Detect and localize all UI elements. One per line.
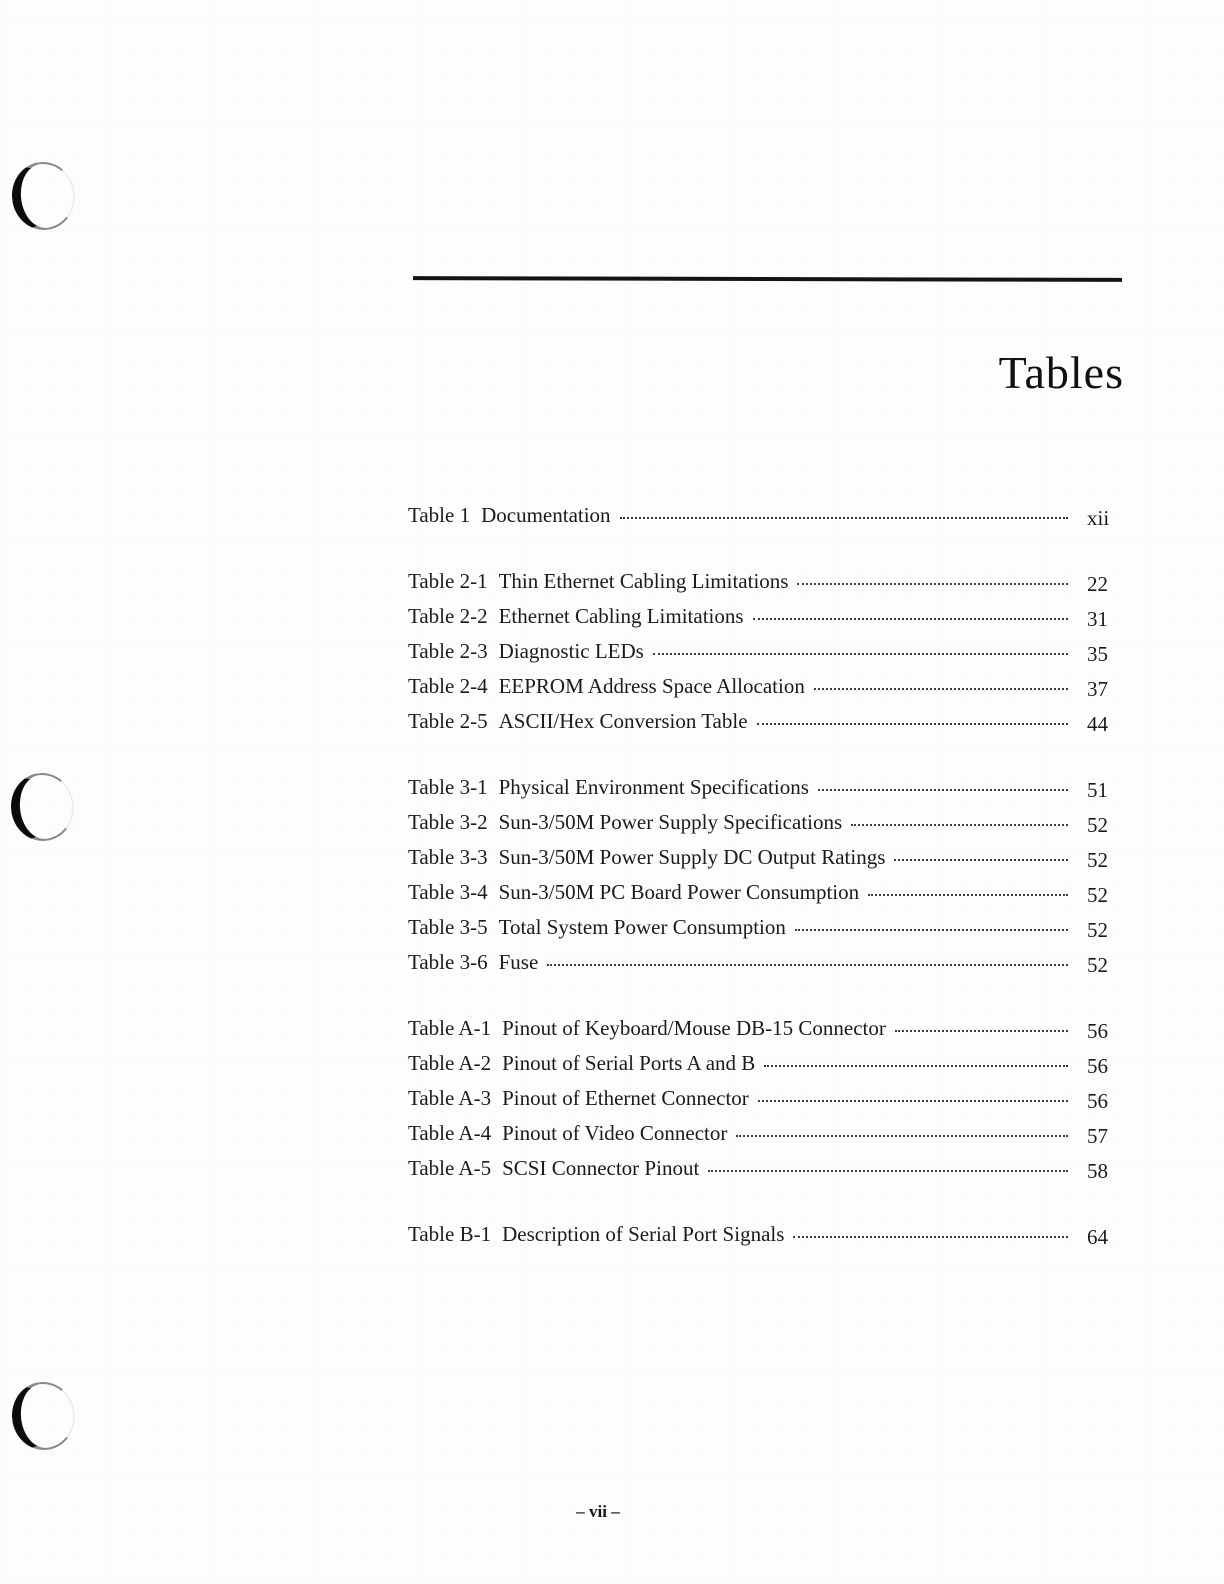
entry-title: Sun-3/50M PC Board Power Consumption [498, 880, 860, 904]
binder-hole-mark [8, 770, 78, 844]
toc-entry [408, 564, 1127, 599]
entry-label: Table 2-3 [408, 639, 488, 663]
entry-page-number: 52 [1087, 848, 1108, 872]
entry-title: Sun-3/50M Power Supply DC Output Ratings [498, 845, 886, 869]
entry-page-number: 35 [1087, 642, 1108, 666]
entry-title: Physical Environment Specifications [498, 775, 809, 799]
binder-hole-mark [9, 159, 79, 233]
entry-title: Pinout of Serial Ports A and B [502, 1051, 756, 1075]
dot-leader [758, 1100, 1068, 1102]
entry-label: Table 1 [408, 503, 471, 527]
dot-leader [620, 517, 1068, 519]
entry-title: Thin Ethernet Cabling Limitations [498, 569, 789, 593]
entry-label: Table 2-4 [408, 674, 488, 698]
entry-page-number: 56 [1087, 1054, 1108, 1078]
dot-leader [547, 964, 1068, 966]
entry-label: Table 3-4 [408, 880, 488, 904]
entry-page-number: xii [1087, 506, 1110, 530]
toc-group [408, 1217, 1127, 1252]
entry-label: Table A-1 [408, 1016, 492, 1040]
entry-label: Table 2-1 [408, 569, 488, 593]
entry-title: Pinout of Keyboard/Mouse DB-15 Connector [502, 1016, 886, 1040]
header-rule [413, 276, 1122, 282]
dot-leader [757, 723, 1068, 725]
entry-label: Table 3-5 [408, 915, 488, 939]
entry-label: Table 3-6 [408, 950, 488, 974]
entry-page-number: 51 [1087, 778, 1108, 802]
entry-page-number: 37 [1087, 677, 1108, 701]
entry-title: Pinout of Video Connector [502, 1121, 728, 1145]
entry-title: ASCII/Hex Conversion Table [498, 709, 748, 733]
toc-entry [408, 704, 1127, 739]
dot-leader [736, 1135, 1068, 1137]
toc-entry [408, 910, 1127, 945]
entry-title: Total System Power Consumption [498, 915, 786, 939]
dot-leader [795, 929, 1068, 931]
entry-page-number: 56 [1087, 1089, 1108, 1113]
toc-entry [408, 599, 1127, 634]
dot-leader [818, 789, 1068, 791]
toc-group [408, 564, 1127, 739]
entry-page-number: 44 [1087, 712, 1108, 736]
dot-leader [753, 618, 1068, 620]
entry-label: Table A-3 [408, 1086, 492, 1110]
toc-group [408, 498, 1127, 533]
entry-page-number: 31 [1087, 607, 1108, 631]
dot-leader [868, 894, 1068, 896]
entry-page-number: 56 [1087, 1019, 1108, 1043]
entry-page-number: 52 [1087, 918, 1108, 942]
entry-title: EEPROM Address Space Allocation [498, 674, 805, 698]
entry-label: Table 3-3 [408, 845, 488, 869]
entry-title: Fuse [498, 950, 539, 974]
entry-label: Table 2-5 [408, 709, 488, 733]
dot-leader [764, 1065, 1068, 1067]
entry-title: SCSI Connector Pinout [502, 1156, 700, 1180]
toc-entry [408, 634, 1127, 669]
toc-entry [408, 875, 1127, 910]
entry-page-number: 58 [1087, 1159, 1108, 1183]
page-title: Tables [998, 347, 1124, 398]
entry-label: Table A-4 [408, 1121, 492, 1145]
dot-leader [793, 1236, 1068, 1238]
entry-title: Description of Serial Port Signals [502, 1222, 785, 1246]
toc-entry [408, 945, 1127, 980]
entry-label: Table 3-2 [408, 810, 488, 834]
toc-entry [408, 1081, 1127, 1116]
entry-page-number: 64 [1087, 1225, 1108, 1249]
toc-entry [408, 1217, 1127, 1252]
toc-entry [408, 840, 1127, 875]
entry-title: Diagnostic LEDs [498, 639, 644, 663]
entry-label: Table 3-1 [408, 775, 488, 799]
toc-group [408, 1011, 1127, 1186]
dot-leader [814, 688, 1068, 690]
toc-entry [408, 1011, 1127, 1046]
entry-title: Pinout of Ethernet Connector [502, 1086, 749, 1110]
entry-label: Table A-2 [408, 1051, 492, 1075]
binder-hole-mark [9, 1379, 79, 1453]
entry-page-number: 22 [1087, 572, 1108, 596]
dot-leader [653, 653, 1068, 655]
page-footer: – vii – [576, 1502, 620, 1521]
entry-title: Sun-3/50M Power Supply Specifications [498, 810, 843, 834]
entry-label: Table A-5 [408, 1156, 492, 1180]
toc-entry [408, 669, 1127, 704]
entry-page-number: 52 [1087, 813, 1108, 837]
dot-leader [895, 1030, 1068, 1032]
toc-group [408, 770, 1127, 980]
toc-entry [408, 805, 1127, 840]
entry-title: Ethernet Cabling Limitations [498, 604, 744, 628]
toc-entry [408, 770, 1127, 805]
dot-leader [797, 583, 1068, 585]
toc-entry [408, 1046, 1127, 1081]
toc-entry [408, 498, 1127, 533]
dot-leader [708, 1170, 1068, 1172]
entry-page-number: 52 [1087, 883, 1108, 907]
list-of-tables [408, 498, 1127, 1252]
entry-page-number: 52 [1087, 953, 1108, 977]
entry-title: Documentation [481, 503, 611, 527]
dot-leader [894, 859, 1068, 861]
dot-leader [851, 824, 1068, 826]
toc-entry [408, 1151, 1127, 1186]
entry-label: Table 2-2 [408, 604, 488, 628]
entry-label: Table B-1 [408, 1222, 492, 1246]
entry-page-number: 57 [1087, 1124, 1108, 1148]
toc-entry [408, 1116, 1127, 1151]
